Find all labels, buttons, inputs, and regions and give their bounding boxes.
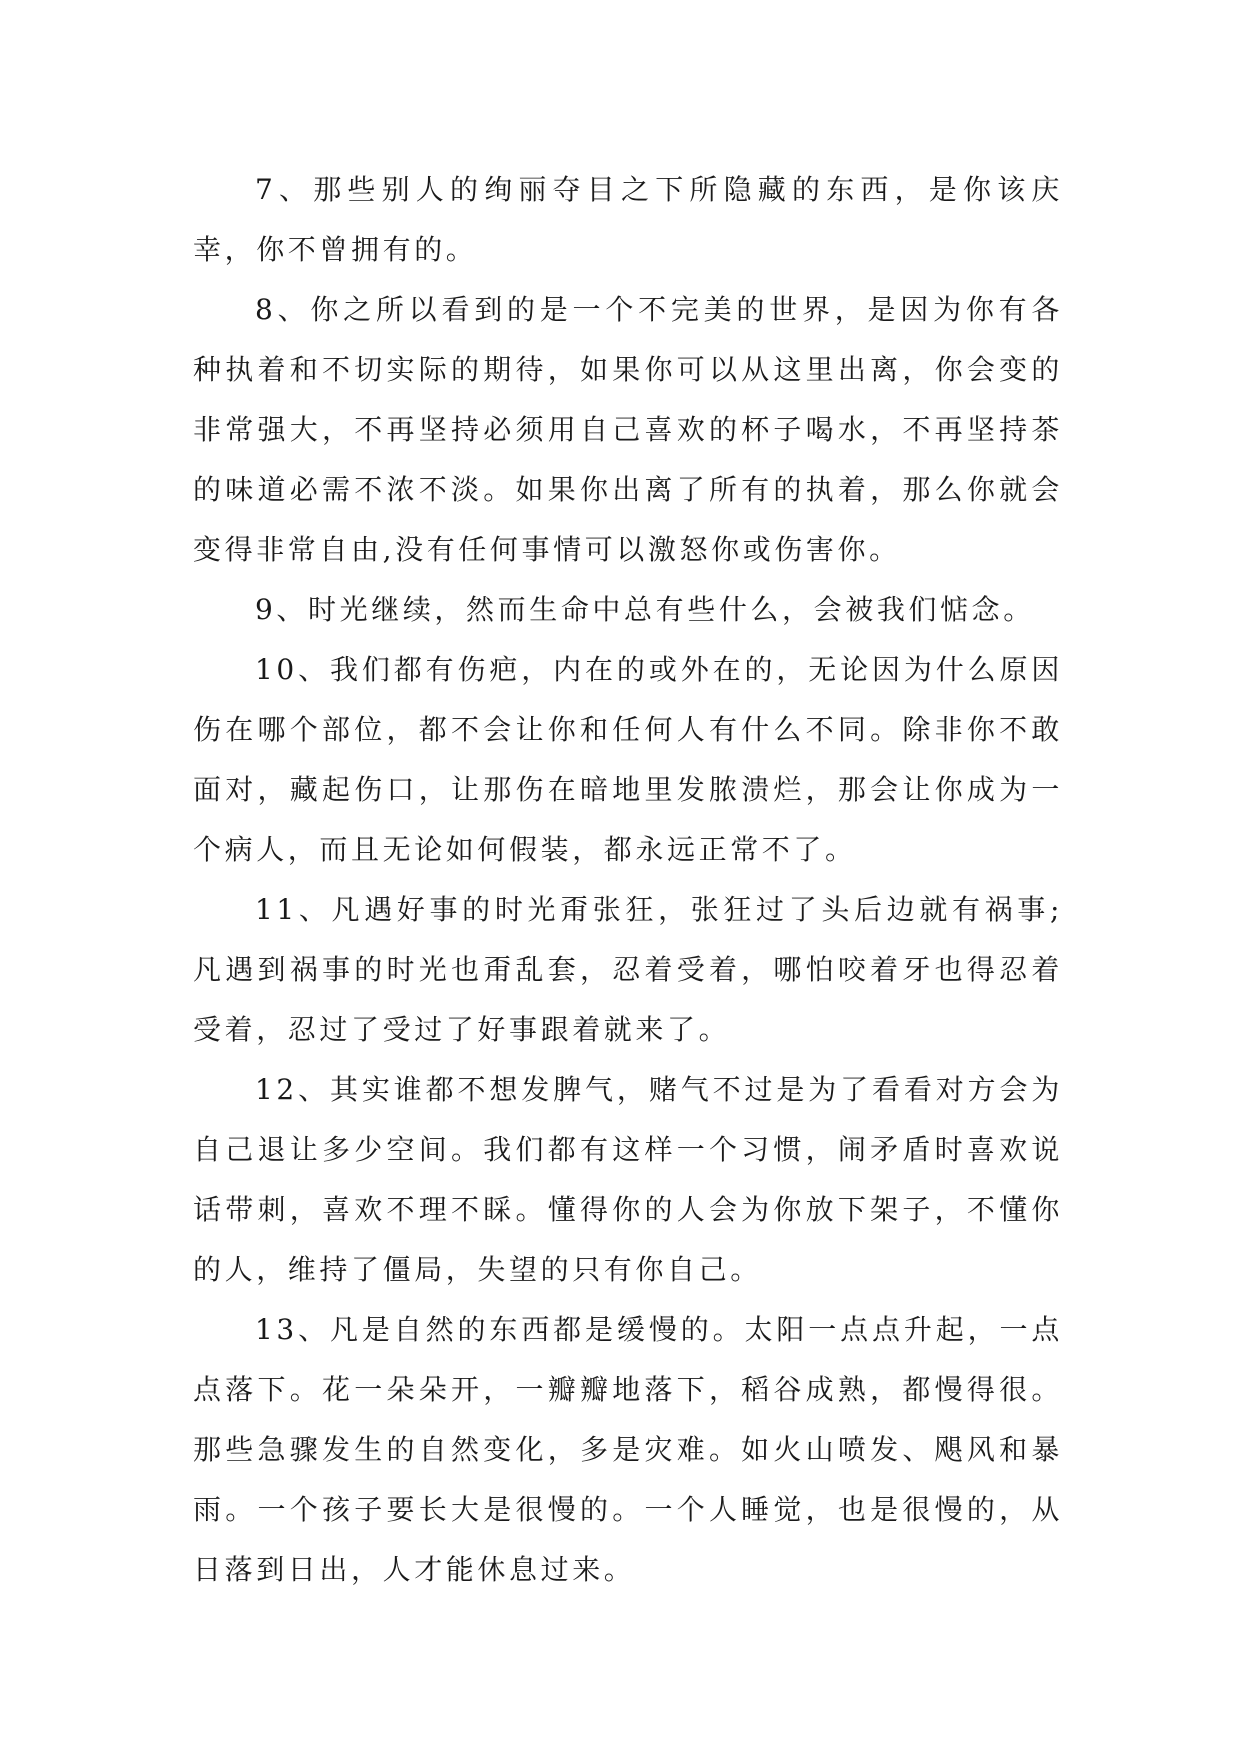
paragraph-10: 10、我们都有伤疤，内在的或外在的，无论因为什么原因伤在哪个部位，都不会让你和任何人有什么不同。除非你不敢面对，藏起伤口，让那伤在暗地里发脓溃烂，那会让你成为一个病人，而且无论如何假装，都永远正常不了。 (193, 653, 1063, 866)
paragraph-11: 11、凡遇好事的时光甭张狂，张狂过了头后边就有祸事;凡遇到祸事的时光也甭乱套，忍着受着，哪怕咬着牙也得忍着受着，忍过了受过了好事跟着就来了。 (193, 893, 1063, 1046)
paragraph-12: 12、其实谁都不想发脾气，赌气不过是为了看看对方会为自己退让多少空间。我们都有这样一个习惯，闹矛盾时喜欢说话带刺，喜欢不理不睬。懂得你的人会为你放下架子，不懂你的人，维持了僵局，失望的只有你自己。 (193, 1073, 1063, 1286)
paragraph-7: 7、那些别人的绚丽夺目之下所隐藏的东西，是你该庆幸，你不曾拥有的。 (193, 173, 1063, 266)
paragraph-8: 8、你之所以看到的是一个不完美的世界，是因为你有各种执着和不切实际的期待，如果你可以从这里出离，你会变的非常强大，不再坚持必须用自己喜欢的杯子喝水，不再坚持茶的味道必需不浓不淡。如果你出离了所有的执着，那么你就会变得非常自由,没有任何事情可以激怒你或伤害你。 (193, 293, 1063, 566)
document-body (193, 160, 1063, 1600)
paragraph-13: 13、凡是自然的东西都是缓慢的。太阳一点点升起，一点点落下。花一朵朵开，一瓣瓣地落下，稻谷成熟，都慢得很。那些急骤发生的自然变化，多是灾难。如火山喷发、飓风和暴雨。一个孩子要长大是很慢的。一个人睡觉，也是很慢的，从日落到日出，人才能休息过来。 (193, 1313, 1063, 1586)
paragraph-9: 9、时光继续，然而生命中总有些什么，会被我们惦念。 (255, 593, 1035, 626)
